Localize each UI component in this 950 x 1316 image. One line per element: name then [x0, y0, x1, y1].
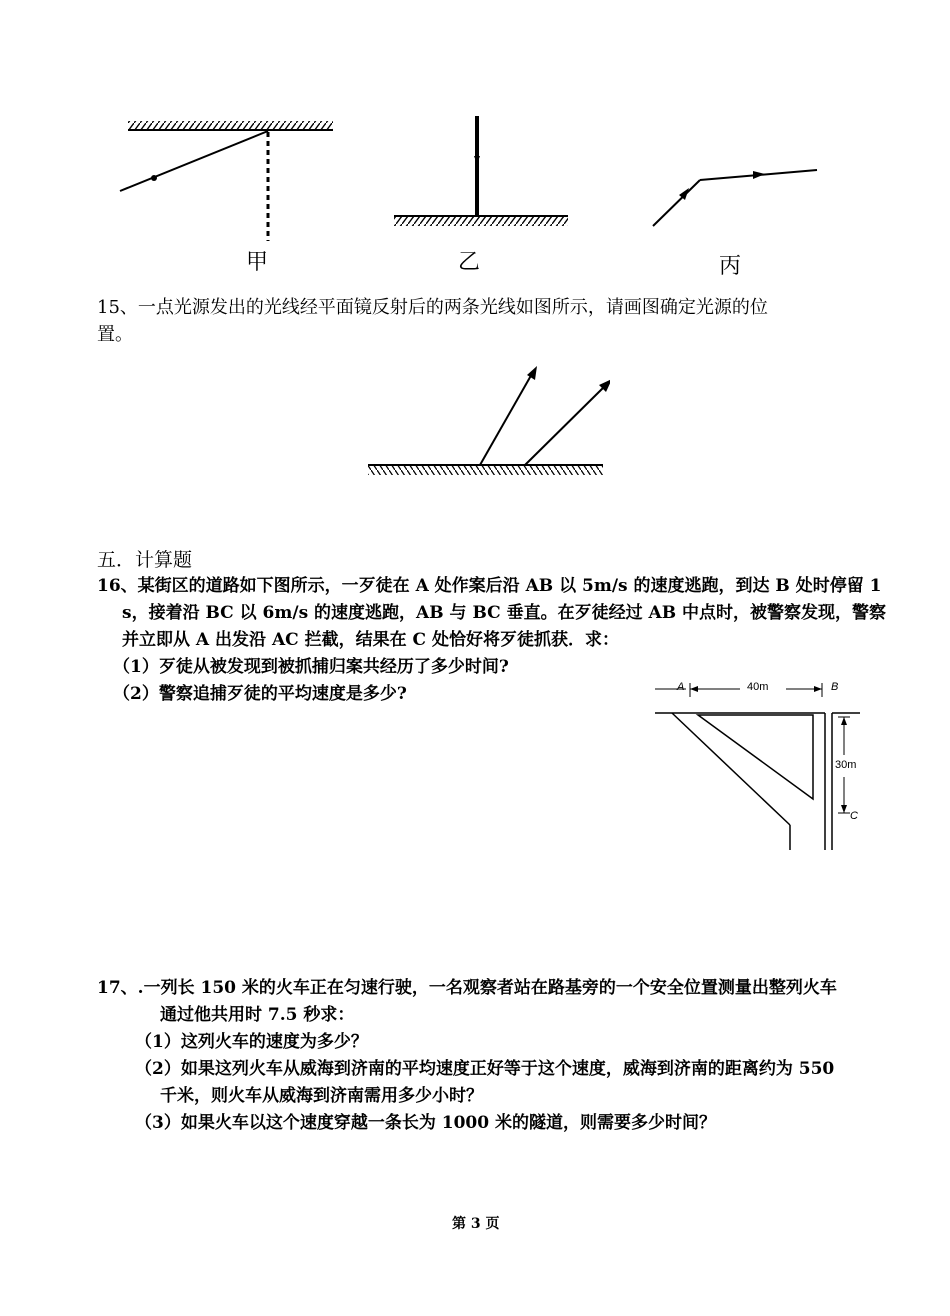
q17-sub2-line1: （2）如果这列火车从威海到济南的平均速度正好等于这个速度，威海到济南的距离约为 550	[135, 1059, 835, 1079]
q15-text-line1: 15、一点光源发出的光线经平面镜反射后的两条光线如图所示，请画图确定光源的位	[97, 297, 768, 318]
map-dist-ab: 40m	[747, 681, 769, 693]
figure-label-jia: 甲	[246, 250, 269, 275]
map-label-a: A	[677, 681, 685, 693]
q16-street-map	[650, 675, 865, 855]
page-number: 第 3 页	[452, 1216, 500, 1232]
q15-mirror-figure	[365, 362, 610, 477]
q16-text-line1: 16、某街区的道路如下图所示，一歹徒在 A 处作案后沿 AB 以 5m/s 的速度逃跑，到达 B 处时停留 1	[97, 576, 882, 596]
map-label-b: B	[831, 681, 839, 693]
q17-sub1: （1）这列火车的速度为多少？	[135, 1032, 368, 1052]
q17-text-line2: 通过他共用时 7.5 秒求：	[160, 1005, 355, 1025]
q16-text-line3: 并立即从 A 出发沿 AC 拦截，结果在 C 处恰好将歹徒抓获．求：	[122, 630, 619, 650]
figure-jia	[110, 115, 340, 245]
q16-sub1: （1）歹徒从被发现到被抓捕归案共经历了多少时间?	[113, 657, 509, 677]
section-title: 五．计算题	[97, 549, 193, 571]
map-dist-bc: 30m	[835, 759, 857, 771]
figure-label-yi: 乙	[458, 250, 481, 275]
figure-label-bing: 丙	[719, 254, 742, 279]
q16-text-line2: s，接着沿 BC 以 6m/s 的速度逃跑，AB 与 BC 垂直。在歹徒经过 AB 中点时，被警察发现，警察	[122, 603, 886, 623]
map-label-c: C	[850, 810, 858, 822]
figure-yi	[390, 112, 575, 232]
q17-text-line1: 17、.一列长 150 米的火车正在匀速行驶，一名观察者站在路基旁的一个安全位置测量出整列火车	[97, 978, 837, 998]
q17-sub3: （3）如果火车以这个速度穿越一条长为 1000 米的隧道，则需要多少时间？	[135, 1113, 716, 1133]
q17-sub2-line2: 千米，则火车从威海到济南需用多少小时？	[160, 1086, 483, 1106]
q16-sub2: （2）警察追捕歹徒的平均速度是多少?	[113, 684, 407, 704]
figure-bing	[645, 160, 825, 235]
q15-text-line2: 置。	[97, 324, 133, 345]
